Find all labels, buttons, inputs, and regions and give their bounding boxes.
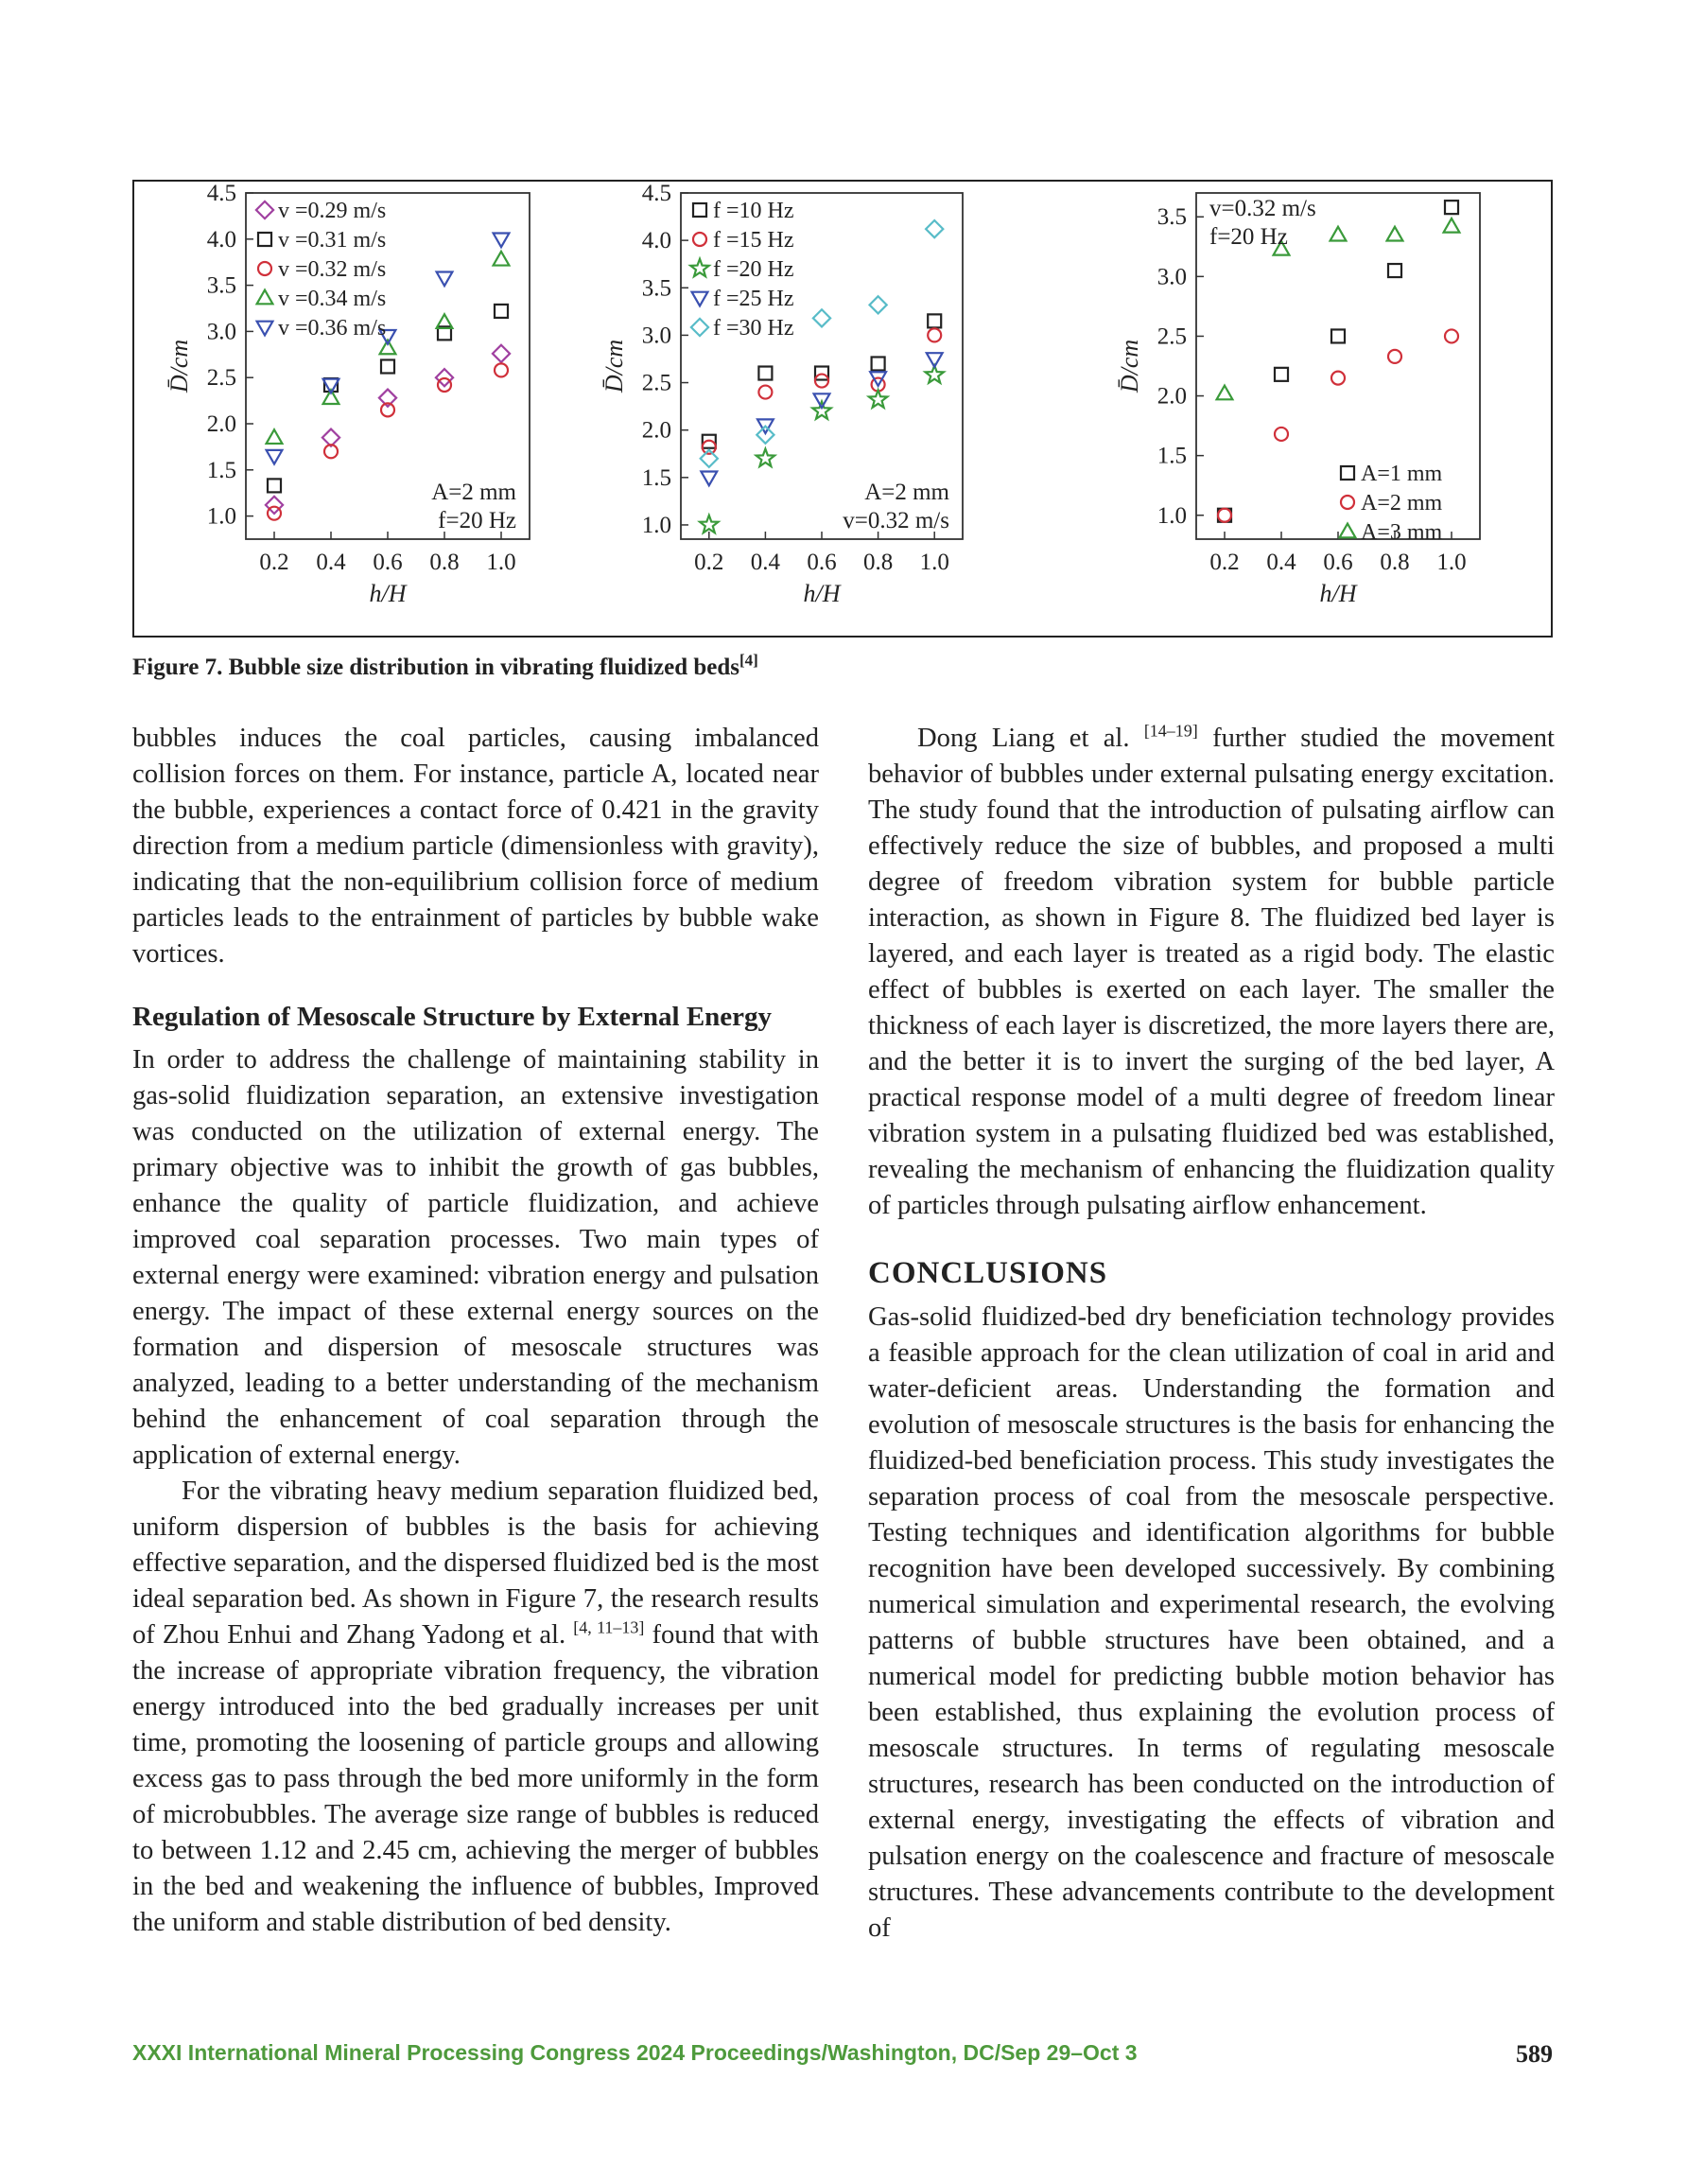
data-point-s5-p1 bbox=[701, 450, 718, 467]
conference-footer: XXXI International Mineral Processing Congress 2024 Proceedings/Washington, DC/Sep 29–Oct 3 bbox=[132, 2040, 1138, 2065]
data-point-s5-p3 bbox=[813, 309, 830, 326]
y-tick-label: 1.5 bbox=[641, 464, 671, 491]
x-axis-label: h/H bbox=[369, 580, 407, 607]
data-point-s2-p2 bbox=[758, 386, 772, 399]
y-tick-label: 2.5 bbox=[206, 365, 236, 392]
data-point-s5-p5 bbox=[926, 220, 943, 237]
legend-marker-3 bbox=[258, 262, 271, 275]
x-tick-label: 1.0 bbox=[1436, 550, 1467, 575]
legend-marker-1 bbox=[256, 201, 273, 218]
legend-label-4: f =25 Hz bbox=[713, 287, 794, 311]
data-point-s2-p5 bbox=[495, 305, 508, 318]
citation-4-11-13: [4, 11–13] bbox=[573, 1617, 645, 1637]
legend-marker-4 bbox=[257, 290, 273, 305]
legend-label-3: f =20 Hz bbox=[713, 257, 794, 282]
legend-marker-2 bbox=[693, 233, 706, 246]
figure-7 bbox=[132, 180, 1553, 638]
y-tick-label: 1.5 bbox=[206, 457, 236, 483]
legend-marker-1 bbox=[693, 203, 706, 217]
figure-7-charts bbox=[134, 182, 1551, 636]
left-column bbox=[132, 721, 819, 1941]
x-tick-label: 1.0 bbox=[919, 550, 949, 575]
x-axis-label: h/H bbox=[803, 580, 841, 607]
y-tick-label: 4.5 bbox=[206, 182, 236, 206]
chart-panel-1 bbox=[165, 182, 530, 607]
x-tick-label: 0.2 bbox=[1209, 550, 1240, 575]
legend-label-3: v =0.32 m/s bbox=[278, 257, 387, 282]
chart-panel-2 bbox=[600, 182, 963, 607]
y-tick-label: 3.0 bbox=[206, 319, 236, 345]
plot-annotation-1: A=2 mm bbox=[864, 480, 949, 505]
legend-marker-3 bbox=[690, 259, 708, 276]
y-tick-label: 2.0 bbox=[641, 417, 671, 444]
legend-label-2: A=2 mm bbox=[1361, 491, 1443, 515]
x-tick-label: 0.8 bbox=[429, 550, 460, 575]
y-tick-label: 3.5 bbox=[206, 272, 236, 299]
legend-marker-3 bbox=[1340, 524, 1356, 538]
plot-annotation-2: f=20 Hz bbox=[1209, 224, 1288, 250]
data-point-s3-p3 bbox=[812, 402, 830, 419]
y-tick-label: 2.5 bbox=[1157, 323, 1187, 350]
left-paragraph-3 bbox=[132, 1474, 819, 1941]
right-paragraph-1-text-a: Dong Liang et al. bbox=[917, 724, 1130, 753]
left-paragraph-3-text-a: For the vibrating heavy medium separation fluidized bed, uniform dispersion of bubbles is the basis for achieving effective separation, and the dispersed fluidized bed is the most ideal separation bed. As shown in Figure 7, the research results of Zhou Enhui and Zhang Yadong et al. bbox=[132, 1476, 819, 1650]
caption-text: Figure 7. Bubble size distribution in vibrating fluidized beds bbox=[132, 655, 740, 680]
data-point-s3-p4 bbox=[869, 390, 887, 407]
y-tick-label: 4.0 bbox=[206, 226, 236, 253]
y-tick-label: 4.5 bbox=[641, 182, 671, 206]
plot-annotation-1: A=2 mm bbox=[431, 480, 516, 505]
legend-label-1: v =0.29 m/s bbox=[278, 199, 387, 223]
data-point-s1-p4 bbox=[1388, 264, 1401, 277]
y-tick-label: 3.5 bbox=[641, 275, 671, 302]
y-tick-label: 2.0 bbox=[206, 411, 236, 437]
legend-label-1: A=1 mm bbox=[1361, 462, 1443, 486]
legend-label-2: v =0.31 m/s bbox=[278, 228, 387, 253]
y-tick-label: 4.0 bbox=[641, 228, 671, 254]
data-point-s1-p2 bbox=[758, 367, 772, 380]
data-point-s3-p1 bbox=[700, 515, 718, 533]
y-tick-label: 3.0 bbox=[1157, 264, 1187, 290]
data-point-s2-p1 bbox=[1218, 509, 1231, 522]
data-point-s5-p4 bbox=[870, 296, 887, 313]
data-point-s4-p1 bbox=[701, 472, 717, 486]
left-paragraph-1: bubbles induces the coal particles, causing imbalanced collision forces on them. For instance, particle A, located near the bubble, experiences a contact force of 0.421 in the gravity direction from a medium particle (dimensionless with gravity), indicating that the non-equilibrium collision force of medium particles leads to the entrainment of particles by bubble wake vortices. bbox=[132, 724, 819, 969]
x-tick-label: 0.2 bbox=[694, 550, 724, 575]
data-point-s1-p5 bbox=[1445, 201, 1458, 214]
data-point-s1-p2 bbox=[322, 429, 339, 446]
data-point-s3-p5 bbox=[495, 363, 508, 376]
right-paragraph-1 bbox=[868, 721, 1555, 1224]
y-tick-label: 2.0 bbox=[1157, 383, 1187, 410]
left-paragraph-3-text-b: found that with the increase of appropriate vibration frequency, the vibration energy introduced into the bed gradually increases per unit time, promoting the loosening of particle groups and allowing excess gas to pass through the bed more uniformly in the form of microbubbles. The average size range of bubbles is reduced to between 1.12 and 2.45 cm, achieving the merger of bubbles in the bed and weakening the influence of bubbles, Improved the uniform and stable distribution of bed density. bbox=[132, 1620, 819, 1937]
data-point-s3-p2 bbox=[757, 449, 774, 466]
page-number: 589 bbox=[1516, 2040, 1553, 2068]
left-paragraph-2: In order to address the challenge of maintaining stability in gas-solid fluidization separation, an extensive investigation was conducted on the utilization of external energy. The primary objective was to inhibit the growth of gas bubbles, enhance the quality of particle fluidization, and achieve improved coal separation processes. Two main types of external energy were examined: vibration energy and pulsation energy. The impact of these external energy sources on the formation and dispersion of mesoscale structures was analyzed, leading to a better understanding of the mechanism behind the enhancement of coal separation through the application of external energy. bbox=[132, 1045, 819, 1470]
right-paragraph-2: Gas-solid fluidized-bed dry beneficiation technology provides a feasible approach for the clean utilization of coal in arid and water-deficient areas. Understanding the formation and evolution of mesoscale structures is the basis for enhancing the fluidized-bed beneficiation process. This study investigates the separation process of coal from the mesoscale perspective. Testing techniques and identification algorithms for bubble recognition have been developed successively. By combining numerical simulation and experimental research, the evolving patterns of bubble structures have been obtained, and a numerical model for predicting bubble motion behavior has been established, thus explaining the evolution process of mesoscale structures. In terms of regulating mesoscale structures, research has been conducted on the introduction of external energy, investigating the effects of vibration and pulsation energy on the coalescence and fracture of mesoscale structures. These advancements contribute to the development of bbox=[868, 1302, 1555, 1943]
section-heading-conclusions: CONCLUSIONS bbox=[868, 1256, 1108, 1290]
data-point-s2-p1 bbox=[268, 479, 281, 492]
legend-label-1: f =10 Hz bbox=[713, 199, 794, 223]
x-tick-label: 0.4 bbox=[1266, 550, 1296, 575]
data-point-s2-p3 bbox=[1331, 372, 1345, 385]
x-tick-label: 0.6 bbox=[373, 550, 403, 575]
y-axis-label: D̄/cm bbox=[600, 339, 628, 393]
y-axis-label: D̄/cm bbox=[1116, 339, 1143, 393]
data-point-s4-p5 bbox=[494, 252, 510, 266]
data-point-s1-p5 bbox=[928, 314, 941, 327]
legend-label-5: f =30 Hz bbox=[713, 316, 794, 341]
data-point-s3-p3 bbox=[1330, 227, 1347, 241]
chart-panel-3 bbox=[1116, 193, 1480, 607]
x-tick-label: 0.8 bbox=[862, 550, 894, 575]
y-tick-label: 1.0 bbox=[206, 503, 236, 530]
plot-annotation-2: f=20 Hz bbox=[438, 508, 516, 533]
legend-label-2: f =15 Hz bbox=[713, 228, 794, 253]
y-tick-label: 2.5 bbox=[641, 370, 671, 396]
legend-marker-2 bbox=[1341, 496, 1354, 509]
x-tick-label: 0.6 bbox=[807, 550, 837, 575]
x-axis-label: h/H bbox=[1319, 580, 1357, 607]
y-tick-label: 1.0 bbox=[1157, 502, 1187, 529]
data-point-s1-p3 bbox=[1331, 329, 1345, 342]
data-point-s1-p5 bbox=[493, 345, 510, 362]
legend-label-3: A=3 mm bbox=[1361, 520, 1443, 545]
section-heading-regulation: Regulation of Mesoscale Structure by External Energy bbox=[132, 1002, 773, 1032]
y-axis-label: D̄/cm bbox=[165, 339, 193, 393]
right-column bbox=[868, 721, 1555, 1947]
caption-reference: [4] bbox=[739, 651, 758, 670]
legend-marker-2 bbox=[258, 233, 271, 246]
citation-14-19: [14–19] bbox=[1143, 721, 1198, 741]
y-tick-label: 1.0 bbox=[641, 512, 671, 538]
legend-marker-1 bbox=[1341, 466, 1354, 480]
x-tick-label: 0.2 bbox=[259, 550, 289, 575]
legend-marker-4 bbox=[692, 292, 708, 306]
data-point-s2-p5 bbox=[928, 328, 941, 341]
x-tick-label: 0.4 bbox=[750, 550, 781, 575]
x-tick-label: 0.8 bbox=[1380, 550, 1410, 575]
y-tick-label: 3.0 bbox=[641, 323, 671, 349]
data-point-s4-p5 bbox=[927, 353, 943, 367]
legend-marker-5 bbox=[257, 322, 273, 336]
data-point-s5-p4 bbox=[437, 271, 453, 286]
plot-annotation-2: v=0.32 m/s bbox=[843, 508, 949, 533]
data-point-s3-p4 bbox=[1387, 227, 1403, 241]
data-point-s2-p4 bbox=[1388, 350, 1401, 363]
figure-caption bbox=[132, 651, 758, 681]
data-point-s1-p2 bbox=[1275, 368, 1288, 381]
data-point-s5-p5 bbox=[494, 234, 510, 248]
data-point-s2-p2 bbox=[1275, 428, 1288, 441]
legend-marker-5 bbox=[691, 319, 708, 336]
y-tick-label: 3.5 bbox=[1157, 204, 1187, 231]
legend-label-5: v =0.36 m/s bbox=[278, 316, 387, 341]
data-point-s1-p4 bbox=[872, 357, 885, 370]
x-tick-label: 1.0 bbox=[486, 550, 516, 575]
y-tick-label: 1.5 bbox=[1157, 443, 1187, 469]
x-tick-label: 0.6 bbox=[1323, 550, 1353, 575]
data-point-s5-p1 bbox=[267, 450, 283, 464]
data-point-s3-p5 bbox=[1444, 218, 1460, 233]
data-point-s3-p1 bbox=[1217, 386, 1233, 400]
legend-label-4: v =0.34 m/s bbox=[278, 287, 387, 311]
right-paragraph-1-text-b: further studied the movement behavior of bubbles under external pulsating energy excitation. The study found that the introduction of pulsating airflow can effectively reduce the size of bubbles, and proposed a multi degree of freedom vibration system for bubble particle interaction, as shown in Figure 8. The fluidized bed layer is layered, and each layer is treated as a rigid body. The elastic effect of bubbles is exerted on each layer. The smaller the thickness of each layer is discretized, the more layers there are, and the better it is to invert the surging of the bed layer, A practical response model of a multi degree of freedom linear vibration system in a pulsating fluidized bed was established, revealing the mechanism of enhancing the fluidization quality of particles through pulsating airflow enhancement. bbox=[868, 724, 1555, 1220]
data-point-s4-p1 bbox=[267, 429, 283, 444]
data-point-s2-p5 bbox=[1445, 329, 1458, 342]
plot-annotation-1: v=0.32 m/s bbox=[1209, 196, 1316, 221]
page-footer bbox=[132, 2040, 1553, 2070]
x-tick-label: 0.4 bbox=[316, 550, 346, 575]
data-point-s2-p3 bbox=[381, 359, 394, 373]
